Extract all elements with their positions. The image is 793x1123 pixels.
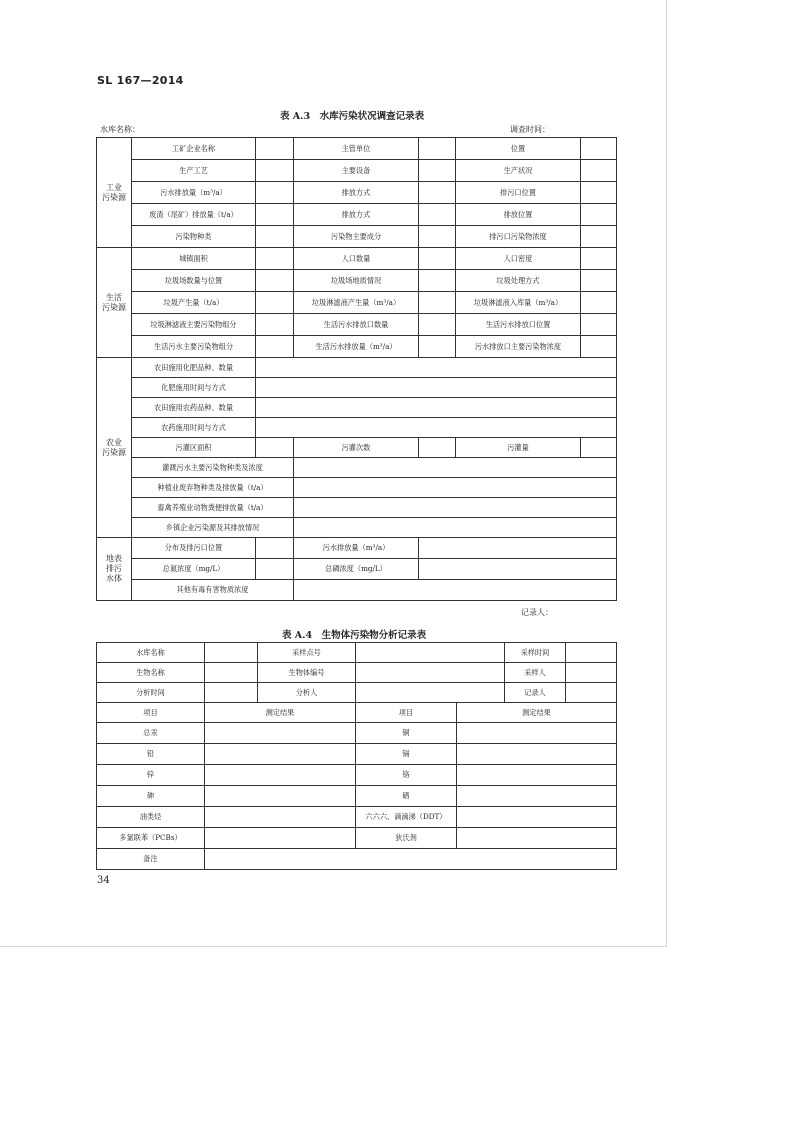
table-row bbox=[97, 849, 617, 870]
item-label: 铅 bbox=[97, 744, 205, 765]
field-label: 排放方式 bbox=[294, 204, 419, 226]
field-value[interactable] bbox=[581, 336, 617, 358]
field-label: 农田施用农药品种、数量 bbox=[132, 398, 256, 418]
field-label: 污水排放量（m³/a） bbox=[294, 538, 419, 559]
field-label: 总氮浓度（mg/L） bbox=[132, 559, 256, 580]
field-label: 排放方式 bbox=[294, 182, 419, 204]
field-label: 分布及排污口位置 bbox=[132, 538, 256, 559]
field-value[interactable] bbox=[294, 518, 617, 538]
field-value[interactable] bbox=[419, 138, 456, 160]
field-value[interactable] bbox=[419, 314, 456, 336]
table-header-row bbox=[97, 703, 617, 723]
table-row bbox=[97, 248, 617, 270]
field-label: 垃圾淋滤液入库量（m³/a） bbox=[456, 292, 581, 314]
item-label: 多氯联苯（PCBs） bbox=[97, 828, 205, 849]
table-row bbox=[97, 518, 617, 538]
table-row bbox=[97, 663, 617, 683]
field-value[interactable] bbox=[581, 226, 617, 248]
field-label: 污灌次数 bbox=[294, 438, 419, 458]
field-value[interactable] bbox=[566, 663, 617, 683]
result-value[interactable] bbox=[457, 765, 617, 786]
field-value[interactable] bbox=[294, 478, 617, 498]
table-row bbox=[97, 438, 617, 458]
field-value[interactable] bbox=[581, 438, 617, 458]
item-label: 铬 bbox=[356, 765, 457, 786]
item-label: 狄氏剂 bbox=[356, 828, 457, 849]
recorder-label: 记录人： bbox=[521, 608, 553, 617]
table-row bbox=[97, 786, 617, 807]
field-value[interactable] bbox=[256, 314, 294, 336]
field-label: 生活污水排放量（m³/a） bbox=[294, 336, 419, 358]
field-value[interactable] bbox=[419, 559, 617, 580]
result-value[interactable] bbox=[205, 744, 356, 765]
table-row bbox=[97, 270, 617, 292]
standard-code: SL 167—2014 bbox=[97, 74, 184, 87]
field-label: 污染物主要成分 bbox=[294, 226, 419, 248]
item-label: 总汞 bbox=[97, 723, 205, 744]
item-label: 砷 bbox=[97, 786, 205, 807]
field-label: 分析人 bbox=[258, 683, 356, 703]
field-value[interactable] bbox=[256, 378, 617, 398]
field-label: 生物名称 bbox=[97, 663, 205, 683]
field-label: 人口密度 bbox=[456, 248, 581, 270]
field-label: 记录人 bbox=[505, 683, 566, 703]
table-a4-title: 表 A.4 生物体污染物分析记录表 bbox=[282, 630, 427, 641]
field-value[interactable] bbox=[581, 270, 617, 292]
item-label: 六六六、滴滴涕（DDT） bbox=[356, 807, 457, 828]
page-number: 34 bbox=[97, 875, 110, 886]
field-label: 工矿企业名称 bbox=[132, 138, 256, 160]
table-row bbox=[97, 683, 617, 703]
table-row bbox=[97, 580, 617, 601]
category-domestic: 生活 污染源 bbox=[97, 248, 132, 358]
category-agricultural: 农业 污染源 bbox=[97, 358, 132, 538]
table-row bbox=[97, 398, 617, 418]
field-label: 畜禽养殖业动物粪便排放量（t/a） bbox=[132, 498, 294, 518]
field-value[interactable] bbox=[581, 292, 617, 314]
field-value[interactable] bbox=[294, 498, 617, 518]
field-value[interactable] bbox=[566, 643, 617, 663]
table-row bbox=[97, 807, 617, 828]
field-label: 人口数量 bbox=[294, 248, 419, 270]
field-value[interactable] bbox=[581, 160, 617, 182]
field-value[interactable] bbox=[256, 182, 294, 204]
item-label: 硒 bbox=[356, 786, 457, 807]
column-header: 测定结果 bbox=[457, 703, 617, 723]
field-value[interactable] bbox=[256, 138, 294, 160]
field-label: 灌溉污水主要污染物种类及浓度 bbox=[132, 458, 294, 478]
field-label: 生产状况 bbox=[456, 160, 581, 182]
field-label: 农药施用时间与方式 bbox=[132, 418, 256, 438]
field-label: 采样点号 bbox=[258, 643, 356, 663]
column-header: 测定结果 bbox=[205, 703, 356, 723]
field-label: 生产工艺 bbox=[132, 160, 256, 182]
field-value[interactable] bbox=[256, 398, 617, 418]
field-value[interactable] bbox=[356, 683, 505, 703]
field-label: 生活污水排放口数量 bbox=[294, 314, 419, 336]
table-row bbox=[97, 378, 617, 398]
field-label: 污水排放量（m³/a） bbox=[132, 182, 256, 204]
field-value[interactable] bbox=[419, 270, 456, 292]
field-value[interactable] bbox=[419, 204, 456, 226]
field-value[interactable] bbox=[419, 336, 456, 358]
field-label: 生活污水主要污染物组分 bbox=[132, 336, 256, 358]
field-label: 垃圾淋滤液主要污染物组分 bbox=[132, 314, 256, 336]
table-a4 bbox=[96, 642, 617, 870]
result-value[interactable] bbox=[457, 723, 617, 744]
field-label: 垃圾场地质情况 bbox=[294, 270, 419, 292]
field-value[interactable] bbox=[256, 418, 617, 438]
field-label: 分析时间 bbox=[97, 683, 205, 703]
result-value[interactable] bbox=[205, 807, 356, 828]
field-label: 总磷浓度（mg/L） bbox=[294, 559, 419, 580]
field-value[interactable] bbox=[581, 248, 617, 270]
result-value[interactable] bbox=[457, 807, 617, 828]
field-value[interactable] bbox=[256, 270, 294, 292]
table-row bbox=[97, 138, 617, 160]
field-label: 化肥施用时间与方式 bbox=[132, 378, 256, 398]
item-label: 镉 bbox=[356, 744, 457, 765]
field-value[interactable] bbox=[581, 182, 617, 204]
table-row bbox=[97, 765, 617, 786]
table-row bbox=[97, 160, 617, 182]
field-label: 水库名称 bbox=[97, 643, 205, 663]
item-label: 锌 bbox=[97, 765, 205, 786]
table-row bbox=[97, 182, 617, 204]
survey-time-label: 调查时间： bbox=[510, 125, 550, 134]
result-value[interactable] bbox=[205, 828, 356, 849]
field-value[interactable] bbox=[256, 292, 294, 314]
field-value[interactable] bbox=[294, 580, 617, 601]
field-value[interactable] bbox=[256, 559, 294, 580]
field-value[interactable] bbox=[566, 683, 617, 703]
remark-label: 备注 bbox=[97, 849, 205, 870]
field-label: 乡镇企业污染源及其排放情况 bbox=[132, 518, 294, 538]
field-value[interactable] bbox=[256, 160, 294, 182]
field-label: 排放位置 bbox=[456, 204, 581, 226]
result-value[interactable] bbox=[205, 786, 356, 807]
table-row bbox=[97, 744, 617, 765]
field-value[interactable] bbox=[205, 643, 258, 663]
remark-value[interactable] bbox=[205, 849, 617, 870]
table-row bbox=[97, 559, 617, 580]
field-value[interactable] bbox=[419, 292, 456, 314]
field-value[interactable] bbox=[419, 182, 456, 204]
table-row bbox=[97, 314, 617, 336]
result-value[interactable] bbox=[457, 828, 617, 849]
category-surface-water: 地表 排污 水体 bbox=[97, 538, 132, 601]
field-value[interactable] bbox=[581, 138, 617, 160]
field-label: 生活污水排放口位置 bbox=[456, 314, 581, 336]
field-label: 排污口位置 bbox=[456, 182, 581, 204]
field-label: 采样时间 bbox=[505, 643, 566, 663]
field-label: 污染物种类 bbox=[132, 226, 256, 248]
table-row bbox=[97, 538, 617, 559]
field-value[interactable] bbox=[205, 663, 258, 683]
field-label: 垃圾场数量与位置 bbox=[132, 270, 256, 292]
field-label: 排污口污染物浓度 bbox=[456, 226, 581, 248]
field-label: 垃圾处理方式 bbox=[456, 270, 581, 292]
field-value[interactable] bbox=[256, 538, 294, 559]
field-value[interactable] bbox=[419, 248, 456, 270]
table-row bbox=[97, 292, 617, 314]
field-label: 垃圾淋滤液产生量（m³/a） bbox=[294, 292, 419, 314]
table-a3-title: 表 A.3 水库污染状况调查记录表 bbox=[280, 111, 425, 122]
field-value[interactable] bbox=[419, 226, 456, 248]
field-value[interactable] bbox=[581, 314, 617, 336]
field-label: 采样人 bbox=[505, 663, 566, 683]
column-header: 项目 bbox=[356, 703, 457, 723]
reservoir-name-label: 水库名称： bbox=[100, 125, 140, 134]
field-value[interactable] bbox=[356, 663, 505, 683]
field-label: 位置 bbox=[456, 138, 581, 160]
field-value[interactable] bbox=[419, 160, 456, 182]
table-row bbox=[97, 204, 617, 226]
field-label: 种植业废弃物种类及排放量（t/a） bbox=[132, 478, 294, 498]
item-label: 铜 bbox=[356, 723, 457, 744]
table-row bbox=[97, 418, 617, 438]
field-label: 污水排放口主要污染物浓度 bbox=[456, 336, 581, 358]
field-value[interactable] bbox=[256, 438, 294, 458]
field-label: 垃圾产生量（t/a） bbox=[132, 292, 256, 314]
table-row bbox=[97, 478, 617, 498]
field-label: 其他有毒有害物质浓度 bbox=[132, 580, 294, 601]
table-row bbox=[97, 643, 617, 663]
field-label: 污灌量 bbox=[456, 438, 581, 458]
table-row bbox=[97, 458, 617, 478]
field-value[interactable] bbox=[419, 438, 456, 458]
field-value[interactable] bbox=[419, 538, 617, 559]
field-value[interactable] bbox=[205, 683, 258, 703]
result-value[interactable] bbox=[457, 744, 617, 765]
field-value[interactable] bbox=[256, 336, 294, 358]
table-row bbox=[97, 226, 617, 248]
table-row bbox=[97, 498, 617, 518]
field-value[interactable] bbox=[256, 248, 294, 270]
item-label: 油类烃 bbox=[97, 807, 205, 828]
field-label: 废渣（尾矿）排放量（t/a） bbox=[132, 204, 256, 226]
field-value[interactable] bbox=[356, 643, 505, 663]
result-value[interactable] bbox=[457, 786, 617, 807]
field-label: 主要设备 bbox=[294, 160, 419, 182]
field-value[interactable] bbox=[256, 226, 294, 248]
field-label: 主管单位 bbox=[294, 138, 419, 160]
table-row bbox=[97, 828, 617, 849]
result-value[interactable] bbox=[205, 765, 356, 786]
category-industrial: 工业 污染源 bbox=[97, 138, 132, 248]
field-value[interactable] bbox=[256, 204, 294, 226]
field-label: 农田施用化肥品种、数量 bbox=[132, 358, 256, 378]
column-header: 项目 bbox=[97, 703, 205, 723]
result-value[interactable] bbox=[205, 723, 356, 744]
field-label: 污灌区面积 bbox=[132, 438, 256, 458]
field-value[interactable] bbox=[581, 204, 617, 226]
table-row bbox=[97, 336, 617, 358]
table-a3 bbox=[96, 137, 617, 601]
table-row bbox=[97, 358, 617, 378]
field-value[interactable] bbox=[256, 358, 617, 378]
field-label: 生物体编号 bbox=[258, 663, 356, 683]
table-row bbox=[97, 723, 617, 744]
field-value[interactable] bbox=[294, 458, 617, 478]
field-label: 城镇面积 bbox=[132, 248, 256, 270]
